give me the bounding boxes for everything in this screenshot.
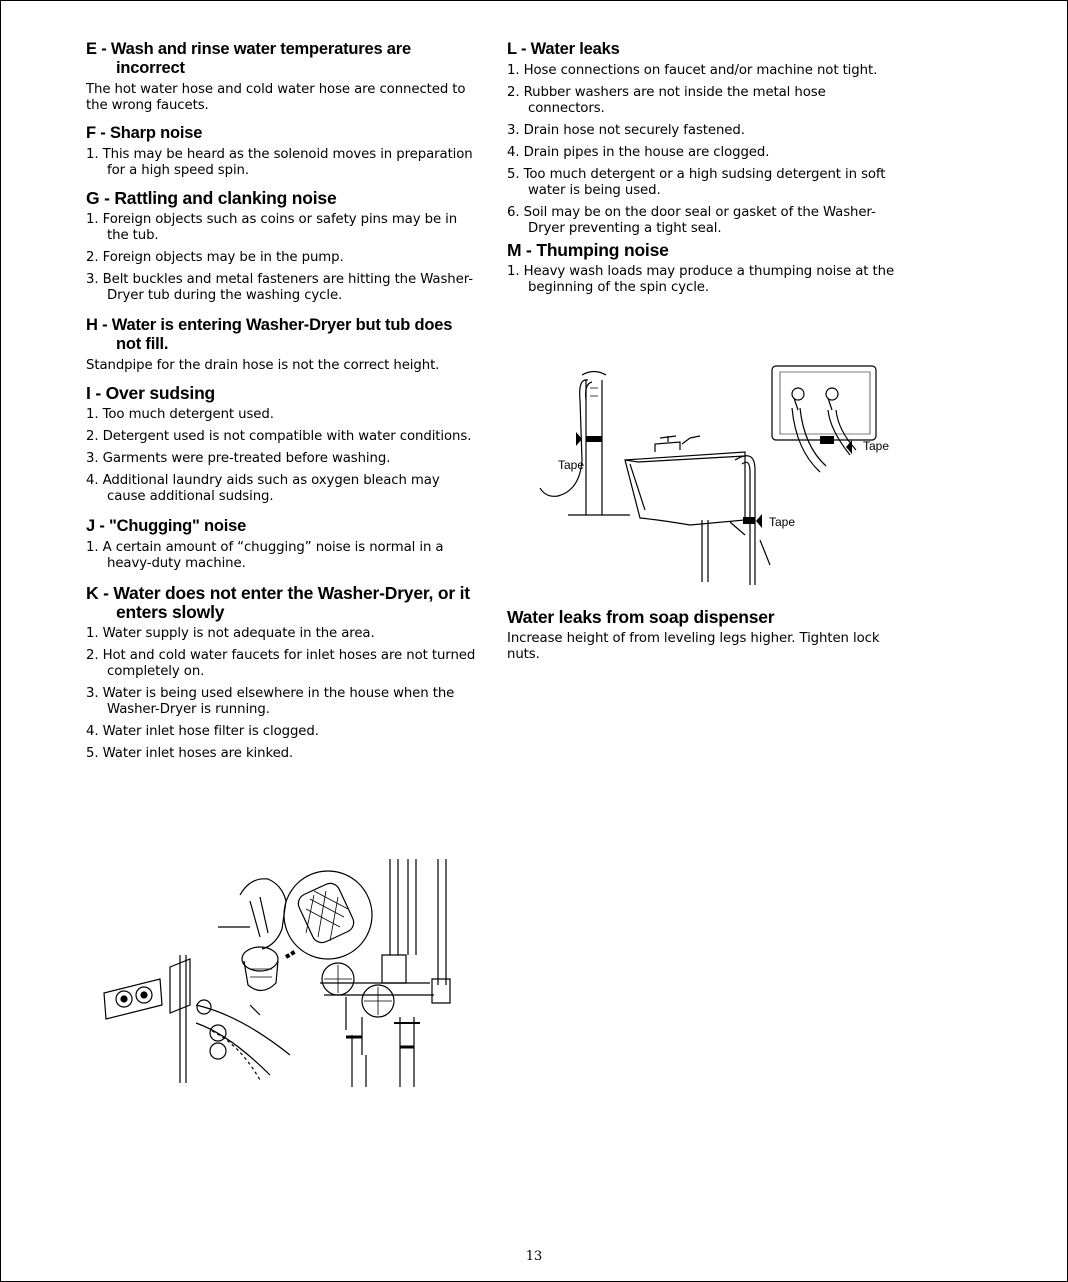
heading-k: K - Water does not enter the Washer-Dryer, or it enters slowly: [86, 583, 470, 622]
list-item: 2. Rubber washers are not inside the metal hose connectors.: [507, 85, 826, 116]
heading-l: L - Water leaks: [507, 40, 620, 58]
heading-f: F - Sharp noise: [86, 124, 203, 142]
list-item: 3. Garments were pre-treated before washing.: [86, 451, 391, 466]
list-item: 3. Belt buckles and metal fasteners are hitting the Washer-Dryer tub during the washing cycle.: [86, 272, 473, 303]
right-column: [507, 40, 903, 296]
list-item: 5. Water inlet hoses are kinked.: [86, 746, 294, 761]
list-item: 2. Hot and cold water faucets for inlet hoses are not turned completely on.: [86, 648, 476, 679]
left-column: [86, 40, 481, 762]
inlet-filter-illustration: [100, 855, 470, 1087]
list-item: 1. Hose connections on faucet and/or machine not tight.: [507, 63, 878, 78]
list-f: [86, 147, 481, 179]
body-soap-dispenser: Increase height of from leveling legs higher. Tighten lock nuts.: [507, 631, 880, 662]
list-m: [507, 264, 903, 296]
tape-label-sink: Tape: [769, 515, 796, 529]
list-g: [86, 212, 481, 304]
list-item: 4. Water inlet hose filter is clogged.: [86, 724, 319, 739]
tape-label-faucet: Tape: [863, 439, 890, 453]
list-i: [86, 407, 481, 505]
list-item: 5. Too much detergent or a high sudsing detergent in soft water is being used.: [507, 167, 886, 198]
list-item: 1. Heavy wash loads may produce a thumping noise at the beginning of the spin cycle.: [507, 264, 895, 295]
list-k: [86, 626, 481, 762]
list-item: 1. Water supply is not adequate in the area.: [86, 626, 375, 641]
page-number: 13: [525, 1249, 543, 1264]
heading-i: I - Over sudsing: [86, 383, 216, 403]
list-item: 3. Drain hose not securely fastened.: [507, 123, 745, 138]
heading-j: J - "Chugging" noise: [86, 517, 247, 535]
list-item: 4. Drain pipes in the house are clogged.: [507, 145, 770, 160]
drain-hose-illustration: [530, 360, 910, 590]
body-h: Standpipe for the drain hose is not the correct height.: [86, 358, 440, 373]
list-item: 2. Detergent used is not compatible with water conditions.: [86, 429, 472, 444]
heading-h: H - Water is entering Washer-Dryer but tub does not fill.: [86, 316, 453, 353]
list-item: 1. A certain amount of “chugging” noise is normal in a heavy-duty machine.: [86, 540, 444, 571]
list-j: [86, 540, 481, 572]
list-item: 1. Foreign objects such as coins or safety pins may be in the tub.: [86, 212, 458, 243]
heading-soap-dispenser: Water leaks from soap dispenser: [507, 607, 775, 627]
list-item: 2. Foreign objects may be in the pump.: [86, 250, 344, 265]
soap-section: [507, 608, 903, 663]
heading-g: G - Rattling and clanking noise: [86, 188, 337, 208]
list-item: 1. This may be heard as the solenoid moves in preparation for a high speed spin.: [86, 147, 473, 178]
heading-m: M - Thumping noise: [507, 240, 669, 260]
list-item: 3. Water is being used elsewhere in the house when the Washer-Dryer is running.: [86, 686, 455, 717]
body-e: The hot water hose and cold water hose are connected to the wrong faucets.: [86, 82, 466, 113]
list-item: 6. Soil may be on the door seal or gasket of the Washer-Dryer preventing a tight seal.: [507, 205, 876, 236]
list-l: [507, 63, 903, 237]
tape-label-standpipe: Tape: [558, 458, 585, 472]
list-item: 4. Additional laundry aids such as oxygen bleach may cause additional sudsing.: [86, 473, 440, 504]
list-item: 1. Too much detergent used.: [86, 407, 274, 422]
heading-e: E - Wash and rinse water temperatures are incorrect: [86, 40, 411, 77]
